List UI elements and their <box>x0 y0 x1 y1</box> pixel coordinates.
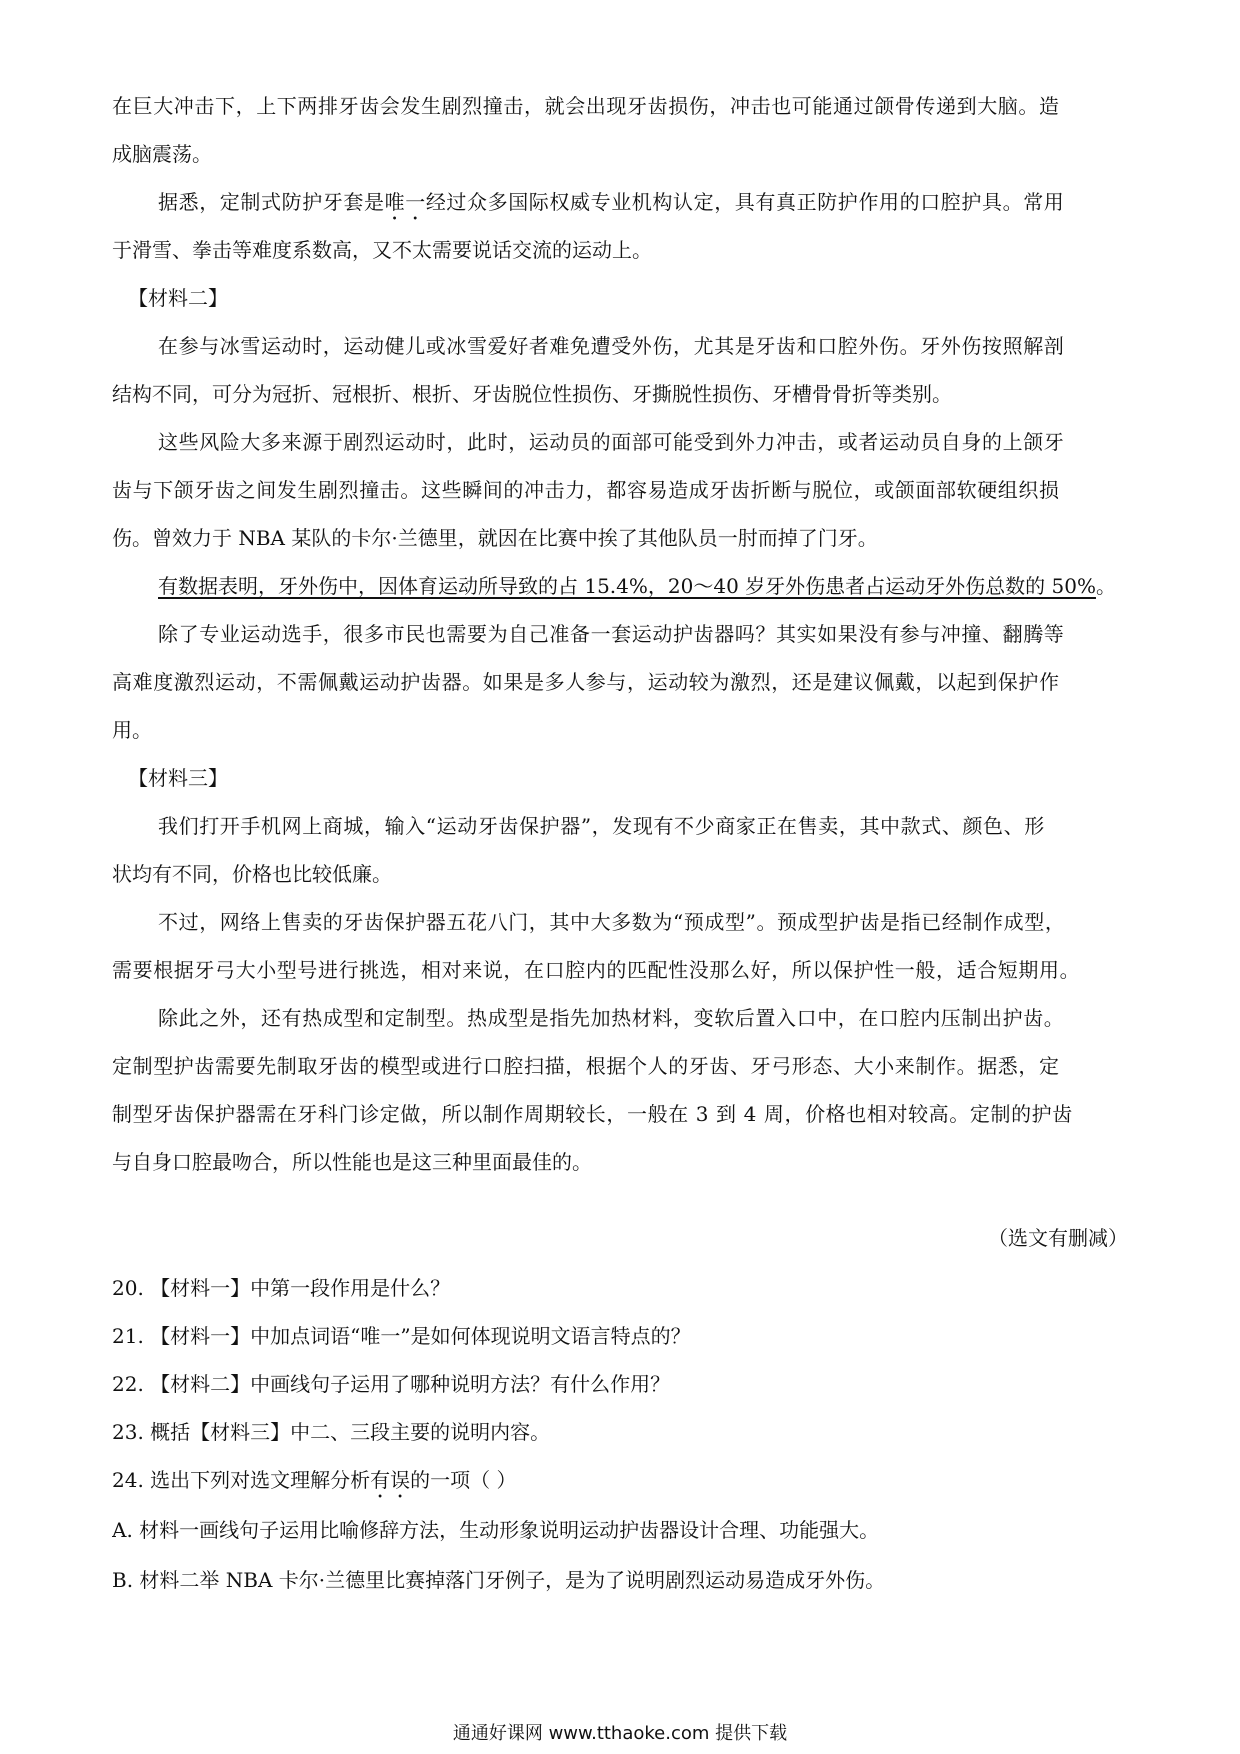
material3-p3-line4: 与自身口腔最吻合，所以性能也是这三种里面最佳的。 <box>112 1150 592 1174</box>
material2-p1-line1: 在参与冰雪运动时，运动健儿或冰雪爱好者难免遭受外伤，尤其是牙齿和口腔外伤。牙外伤按照解剖 <box>158 334 1065 358</box>
material1-p2-line1 <box>158 188 1128 225</box>
material1-p2-line2: 于滑雪、拳击等难度系数高，又不太需要说话交流的运动上。 <box>112 238 652 262</box>
option-a: A. 材料一画线句子运用比喻修辞方法，生动形象说明运动护齿器设计合理、功能强大。 <box>112 1518 880 1542</box>
underlined-sentence-end: 。 <box>1095 574 1116 598</box>
material2-p4-line1: 除了专业运动选手，很多市民也需要为自己准备一套运动护齿器吗？其实如果没有参与冲撞、翻腾等 <box>158 622 1065 646</box>
question-24-text-after: 的一项（ ） <box>410 1468 517 1492</box>
question-24 <box>112 1466 1128 1503</box>
material1-p1-line1: 在巨大冲击下，上下两排牙齿会发生剧烈撞击，就会出现牙齿损伤，冲击也可能通过颌骨传递到大脑。造 <box>112 94 1060 118</box>
material2-p4-line2: 高难度激烈运动，不需佩戴运动护齿器。如果是多人参与，运动较为激烈，还是建议佩戴，以起到保护作 <box>112 670 1060 694</box>
material1-p2-text-before: 据悉，定制式防护牙套是 <box>158 190 385 214</box>
question-23: 23. 概括【材料三】中二、三段主要的说明内容。 <box>112 1420 551 1444</box>
emphasized-word-weiyi: 唯一 <box>384 190 426 214</box>
material2-p4-line3: 用。 <box>112 718 152 742</box>
page-footer: 通通好课网 www.tthaoke.com 提供下载 <box>452 1723 788 1744</box>
material3-p1-line2: 状均有不同，价格也比较低廉。 <box>112 862 392 886</box>
material2-p3-underlined-sentence <box>158 572 1128 600</box>
material1-p1-line2: 成脑震荡。 <box>112 142 212 166</box>
question-20: 20. 【材料一】中第一段作用是什么？ <box>112 1276 451 1300</box>
material3-p3-line1: 除此之外，还有热成型和定制型。热成型是指先加热材料，变软后置入口中，在口腔内压制出护齿。 <box>158 1006 1065 1030</box>
material2-p2-line3: 伤。曾效力于 NBA 某队的卡尔·兰德里，就因在比赛中挨了其他队员一肘而掉了门牙。 <box>112 526 878 550</box>
material1-p2-text-after: 经过众多国际权威专业机构认定，具有真正防护作用的口腔护具。常用 <box>425 190 1065 214</box>
emphasized-word-youwu: 有误 <box>370 1468 411 1492</box>
material2-p2-line1: 这些风险大多来源于剧烈运动时，此时，运动员的面部可能受到外力冲击，或者运动员自身的上颌牙 <box>158 430 1065 454</box>
material2-p2-line2: 齿与下颌牙齿之间发生剧烈撞击。这些瞬间的冲击力，都容易造成牙齿折断与脱位，或颌面部软硬组织损 <box>112 478 1060 502</box>
material3-p1-line1: 我们打开手机网上商城，输入“运动牙齿保护器”，发现有不少商家正在售卖，其中款式、颜色、形 <box>158 814 1045 838</box>
material3-p2-line2: 需要根据牙弓大小型号进行挑选，相对来说，在口腔内的匹配性没那么好，所以保护性一般，适合短期用。 <box>112 958 1081 982</box>
material3-p3-line2: 定制型护齿需要先制取牙齿的模型或进行口腔扫描，根据个人的牙齿、牙弓形态、大小来制作。据悉，定 <box>112 1054 1060 1078</box>
material2-p1-line2: 结构不同，可分为冠折、冠根折、根折、牙齿脱位性损伤、牙撕脱性损伤、牙槽骨骨折等类别。 <box>112 382 952 406</box>
material2-heading: 【材料二】 <box>128 286 228 310</box>
question-21: 21. 【材料一】中加点词语“唯一”是如何体现说明文语言特点的？ <box>112 1324 691 1348</box>
question-24-text-before: 24. 选出下列对选文理解分析 <box>112 1468 371 1492</box>
source-note: （选文有删减） <box>988 1226 1128 1250</box>
option-b: B. 材料二举 NBA 卡尔·兰德里比赛掉落门牙例子，是为了说明剧烈运动易造成牙外伤。 <box>112 1568 886 1592</box>
material3-p2-line1: 不过，网络上售卖的牙齿保护器五花八门，其中大多数为“预成型”。预成型护齿是指已经制作成型， <box>158 910 1066 934</box>
material3-p3-line3: 制型牙齿保护器需在牙科门诊定做，所以制作周期较长，一般在 3 到 4 周，价格也相对较高。定制的护齿 <box>112 1102 1073 1126</box>
question-22: 22. 【材料二】中画线句子运用了哪种说明方法？有什么作用？ <box>112 1372 671 1396</box>
material3-heading: 【材料三】 <box>128 766 228 790</box>
underlined-sentence: 有数据表明，牙外伤中，因体育运动所导致的占 15.4%，20～40 岁牙外伤患者占运动牙外伤总数的 50% <box>158 574 1096 598</box>
